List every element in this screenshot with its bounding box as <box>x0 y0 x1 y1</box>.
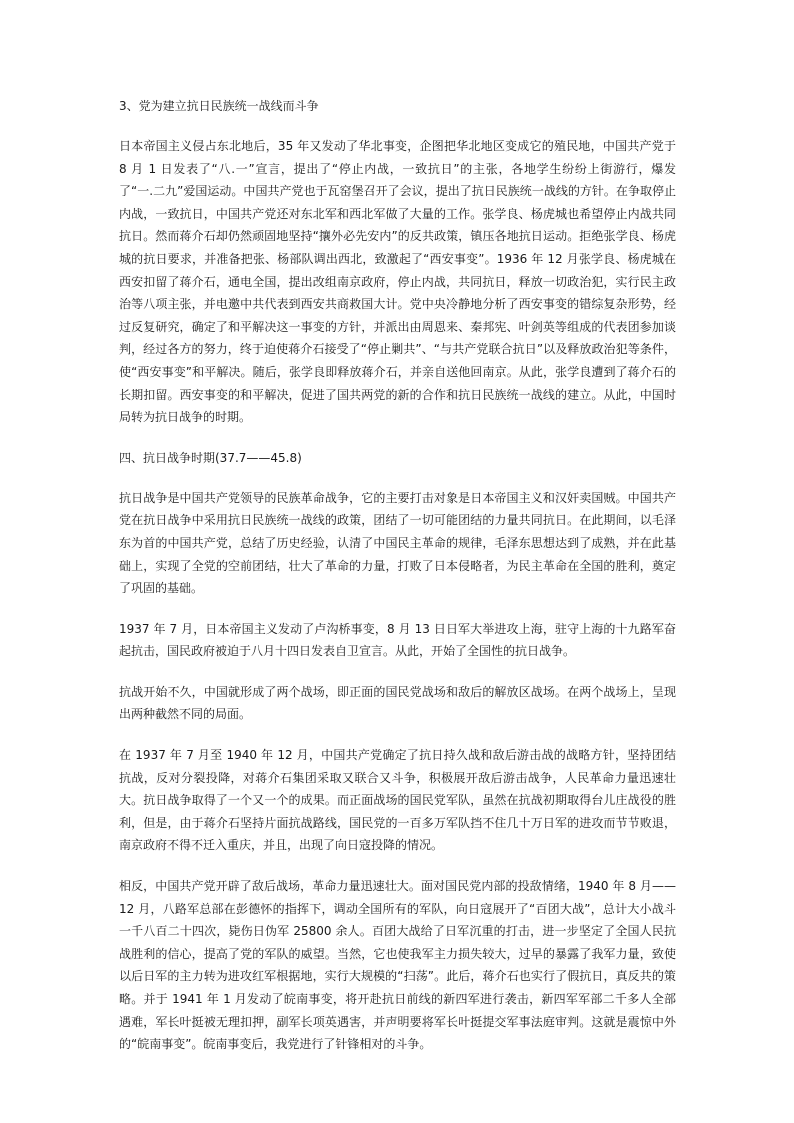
section-4-paragraph-1: 抗日战争是中国共产党领导的民族革命战争，它的主要打击对象是日本帝国主义和汉奸卖国贼。中国共产党在抗日战争中采用抗日民族统一战线的政策，团结了一切可能团结的力量共同抗日。在此期间，以毛泽东为首的中国共产党，总结了历史经验，认清了中国民主革命的规律，毛泽东思想达到了成熟，并在此基础上，实现了全党的空前团结，壮大了革命的力量，打败了日本侵略者，为民主革命在全国的胜利，奠定了巩固的基础。 <box>119 490 676 596</box>
section-4-paragraph-2: 1937 年 7 月，日本帝国主义发动了卢沟桥事变，8 月 13 日日军大举进攻上海，驻守上海的十九路军奋起抗击，国民政府被迫于八月十四日发表自卫宣言。从此，开始了全国性的抗日战争。 <box>119 621 676 659</box>
document-page <box>119 95 676 1074</box>
section-3-paragraph-1: 日本帝国主义侵占东北地后，35 年又发动了华北事变，企图把华北地区变成它的殖民地，中国共产党于 8 月 1 日发表了“八.一”宣言，提出了“停止内战，一致抗日”的主张，各地学生纷纷上街游行，爆发了“一.二九”爱国运动。中国共产党也于瓦窑堡召开了会议，提出了抗日民族统一战线的方针。在争取停止内战，一致抗日，中国共产党还对东北军和西北军做了大量的工作。张学良、杨虎城也希望停止内战共同抗日。然而蒋介石却仍然顽固地坚持“攘外必先安内”的反共政策，镇压各地抗日运动。拒绝张学良、杨虎城的抗日要求，并准备把张、杨部队调出西北，致激起了“西安事变”。1936 年 12 月张学良、杨虎城在西安扣留了蒋介石，通电全国，提出改组南京政府，停止内战，共同抗日，释放一切政治犯，实行民主政治等八项主张，并电邀中共代表到西安共商救国大计。党中央冷静地分析了西安事变的错综复杂形势，经过反复研究，确定了和平解决这一事变的方针，并派出由周恩来、秦邦宪、叶剑英等组成的代表团参加谈判，经过各方的努力，终于迫使蒋介石接受了“停止剿共”、“与共产党联合抗日”以及释放政治犯等条件，使“西安事变”和平解决。随后，张学良即释放蒋介石，并亲自送他回南京。从此，张学良遭到了蒋介石的长期扣留。西安事变的和平解决，促进了国共两党的新的合作和抗日民族统一战线的建立。从此，中国时局转为抗日战争的时期。 <box>119 139 676 425</box>
section-4-heading: 四、抗日战争时期(37.7——45.8) <box>119 450 302 465</box>
section-4-paragraph-5: 相反，中国共产党开辟了敌后战场，革命力量迅速壮大。面对国民党内部的投敌情绪，1940 年 8 月——12 月，八路军总部在彭德怀的指挥下，调动全国所有的军队，向日寇展开了“百团大战”，总计大小战斗一千八百二十四次，毙伤日伪军 25800 余人。百团大战给了日军沉重的打击，进一步坚定了全国人民抗战胜利的信心，提高了党的军队的威望。当然，它也使我军主力损失较大，过早的暴露了我军力量，致使以后日军的主力转为进攻红军根据地，实行大规模的“扫荡”。此后，蒋介石也实行了假抗日，真反共的策略。并于 1941 年 1 月发动了皖南事变，将开赴抗日前线的新四军进行袭击，新四军军部二千多人全部遇难，军长叶挺被无理扣押，副军长项英遇害，并声明要将军长叶挺提交军事法庭审判。这就是震惊中外的“皖南事变”。皖南事变后，我党进行了针锋相对的斗争。 <box>119 879 676 1052</box>
section-3-heading: 3、党为建立抗日民族统一战线而斗争 <box>119 99 319 113</box>
section-4-paragraph-4: 在 1937 年 7 月至 1940 年 12 月，中国共产党确定了抗日持久战和敌后游击战的战略方针，坚持团结抗战，反对分裂投降，对蒋介石集团采取又联合又斗争，积极展开敌后游击战争，人民革命力量迅速壮大。抗日战争取得了一个又一个的成果。而正面战场的国民党军队，虽然在抗战初期取得台儿庄战役的胜利，但是，由于蒋介石坚持片面抗战路线，国民党的一百多万军队挡不住几十万日军的进攻而节节败退，南京政府不得不迁入重庆，并且，出现了向日寇投降的情况。 <box>119 748 676 853</box>
section-4-paragraph-3: 抗战开始不久，中国就形成了两个战场，即正面的国民党战场和敌后的解放区战场。在两个战场上，呈现出两种截然不同的局面。 <box>119 684 676 722</box>
